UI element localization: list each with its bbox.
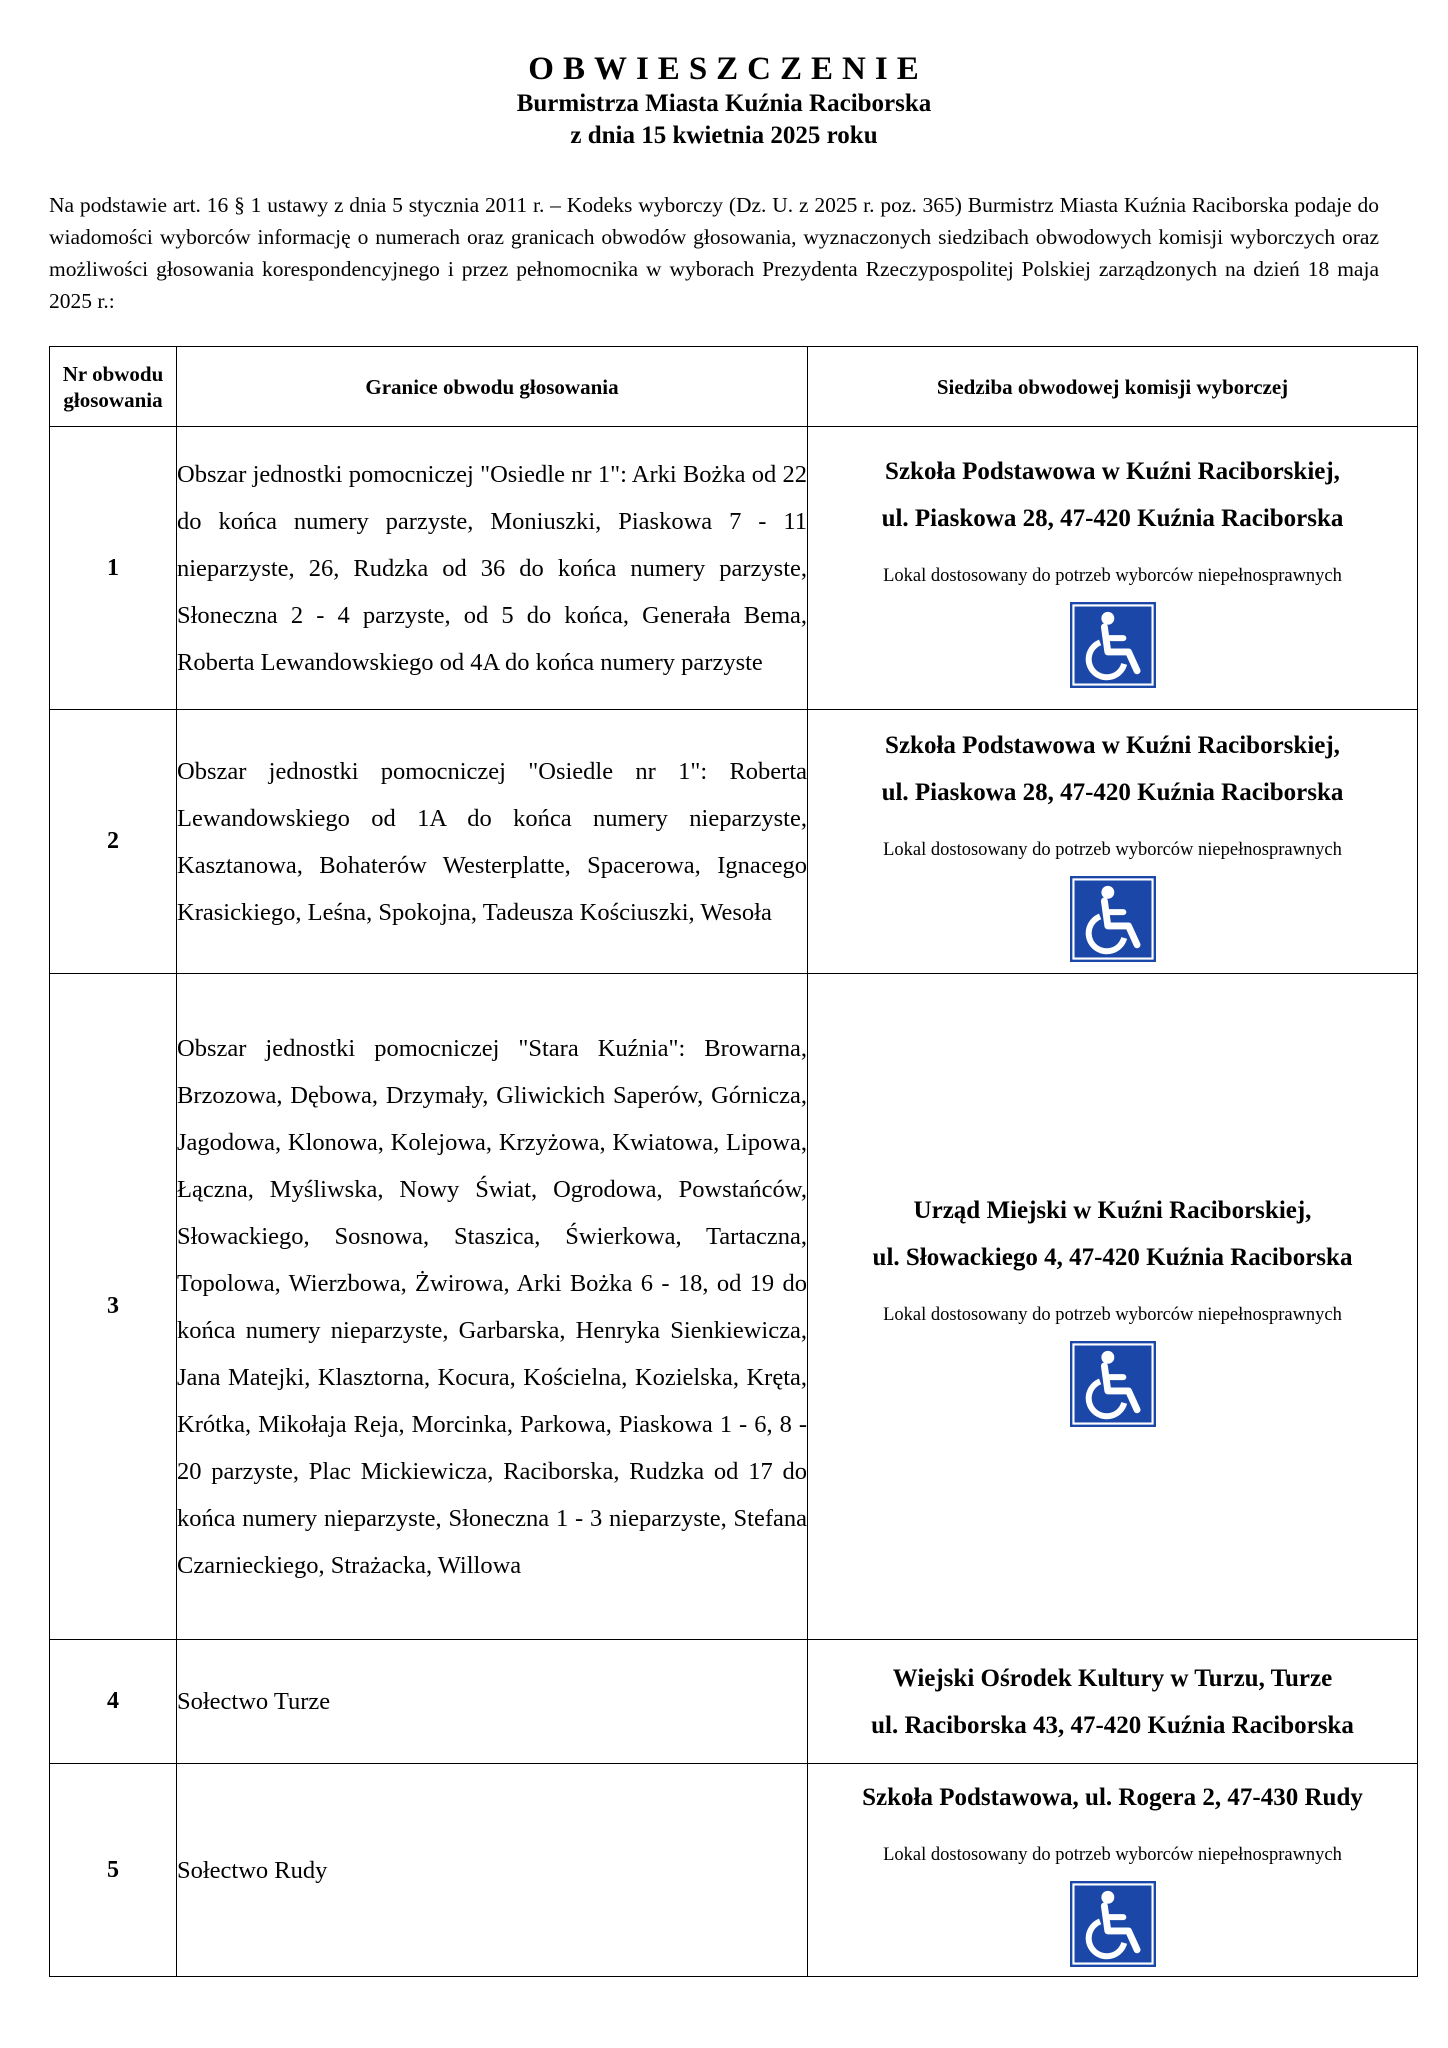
commission-name: Szkoła Podstawowa w Kuźni Raciborskiej, [885, 731, 1340, 759]
district-boundaries: Obszar jednostki pomocniczej "Osiedle nr 1": Arki Bożka od 22 do końca numery parzyste, Moniuszki, Piaskowa 7 - 11 nieparzyste, 26, Rudzka od 36 do końca numery parzyste, Słoneczna 2 - 4 parzyste, od 5 do końca, Generała Bema, Roberta Lewandowskiego od 4A do końca numery parzyste [177, 427, 808, 710]
document-date: z dnia 15 kwietnia 2025 roku [570, 122, 878, 149]
district-number: 1 [50, 427, 177, 710]
header-commission-seat: Siedziba obwodowej komisji wyborczej [808, 347, 1418, 427]
commission-name: Szkoła Podstawowa w Kuźni Raciborskiej, [885, 458, 1340, 485]
table-row [50, 974, 1418, 1640]
commission-name: Szkoła Podstawowa, ul. Rogera 2, 47-430 Rudy [862, 1783, 1363, 1811]
accessibility-note: Lokal dostosowany do potrzeb wyborców niepełnosprawnych [883, 1844, 1342, 1865]
intro-paragraph: Na podstawie art. 16 § 1 ustawy z dnia 5 stycznia 2011 r. – Kodeks wyborczy (Dz. U. z 2025 r. poz. 365) Burmistrz Miasta Kuźnia Raciborska podaje do wiadomości wyborców informację o numerach oraz granicach obwodów głosowania, wyznaczonych siedzibach obwodowych komisji wyborczych oraz możliwości głosowania korespondencyjnego i przez pełnomocnika w wyborach Prezydenta Rzeczypospolitej Polskiej zarządzonych na dzień 18 maja 2025 r.: [49, 193, 1379, 313]
district-number: 3 [50, 974, 177, 1640]
district-boundaries: Obszar jednostki pomocniczej "Osiedle nr 1": Roberta Lewandowskiego od 1A do końca numery nieparzyste, Kasztanowa, Bohaterów Westerplatte, Spacerowa, Ignacego Krasickiego, Leśna, Spokojna, Tadeusza Kościuszki, Wesoła [177, 710, 808, 974]
table-header-row [50, 347, 1418, 427]
table-row [50, 1764, 1418, 1977]
commission-address: ul. Słowackiego 4, 47-420 Kuźnia Raciborska [872, 1243, 1353, 1271]
header-district-number: Nr obwodu głosowania [50, 347, 177, 427]
commission-seat [808, 710, 1418, 974]
commission-seat [808, 1764, 1418, 1977]
wheelchair-icon [1070, 1341, 1156, 1427]
district-number: 5 [50, 1764, 177, 1977]
table-row [50, 1640, 1418, 1764]
wheelchair-icon [1070, 876, 1156, 962]
accessibility-note: Lokal dostosowany do potrzeb wyborców niepełnosprawnych [883, 566, 1342, 586]
district-number: 4 [50, 1640, 177, 1764]
district-number: 2 [50, 710, 177, 974]
accessibility-note: Lokal dostosowany do potrzeb wyborców niepełnosprawnych [883, 839, 1342, 860]
wheelchair-icon [1070, 602, 1156, 688]
commission-address: ul. Raciborska 43, 47-420 Kuźnia Raciborska [871, 1711, 1354, 1739]
accessibility-note: Lokal dostosowany do potrzeb wyborców niepełnosprawnych [883, 1304, 1342, 1325]
document-issuer: Burmistrza Miasta Kuźnia Raciborska [516, 90, 932, 117]
voting-districts-table [49, 346, 1418, 1977]
document-header [0, 50, 1448, 152]
commission-seat [808, 427, 1418, 710]
district-boundaries: Obszar jednostki pomocniczej "Stara Kuźnia": Browarna, Brzozowa, Dębowa, Drzymały, Gliwickich Saperów, Górnicza, Jagodowa, Klonowa, Kolejowa, Krzyżowa, Kwiatowa, Lipowa, Łączna, Myśliwska, Nowy Świat, Ogrodowa, Powstańców, Słowackiego, Sosnowa, Staszica, Świerkowa, Tartaczna, Topolowa, Wierzbowa, Żwirowa, Arki Bożka 6 - 18, od 19 do końca numery nieparzyste, Garbarska, Henryka Sienkiewicza, Jana Matejki, Klasztorna, Kocura, Kościelna, Kozielska, Kręta, Krótka, Mikołaja Reja, Morcinka, Parkowa, Piaskowa 1 - 6, 8 - 20 parzyste, Plac Mickiewicza, Raciborska, Rudzka od 17 do końca numery nieparzyste, Słoneczna 1 - 3 nieparzyste, Stefana Czarnieckiego, Strażacka, Willowa [177, 974, 808, 1640]
district-boundaries: Sołectwo Rudy [177, 1764, 808, 1977]
commission-address: ul. Piaskowa 28, 47-420 Kuźnia Raciborska [881, 505, 1344, 532]
table-row [50, 710, 1418, 974]
district-boundaries: Sołectwo Turze [177, 1640, 808, 1764]
commission-name: Urząd Miejski w Kuźni Raciborskiej, [913, 1196, 1312, 1224]
commission-name: Wiejski Ośrodek Kultury w Turzu, Turze [892, 1664, 1333, 1692]
table-row [50, 427, 1418, 710]
document-title: OBWIESZCZENIE [528, 51, 928, 87]
header-district-boundaries: Granice obwodu głosowania [177, 347, 808, 427]
wheelchair-icon [1070, 1881, 1156, 1967]
commission-seat [808, 974, 1418, 1640]
commission-seat [808, 1640, 1418, 1764]
commission-address: ul. Piaskowa 28, 47-420 Kuźnia Raciborska [881, 778, 1344, 806]
